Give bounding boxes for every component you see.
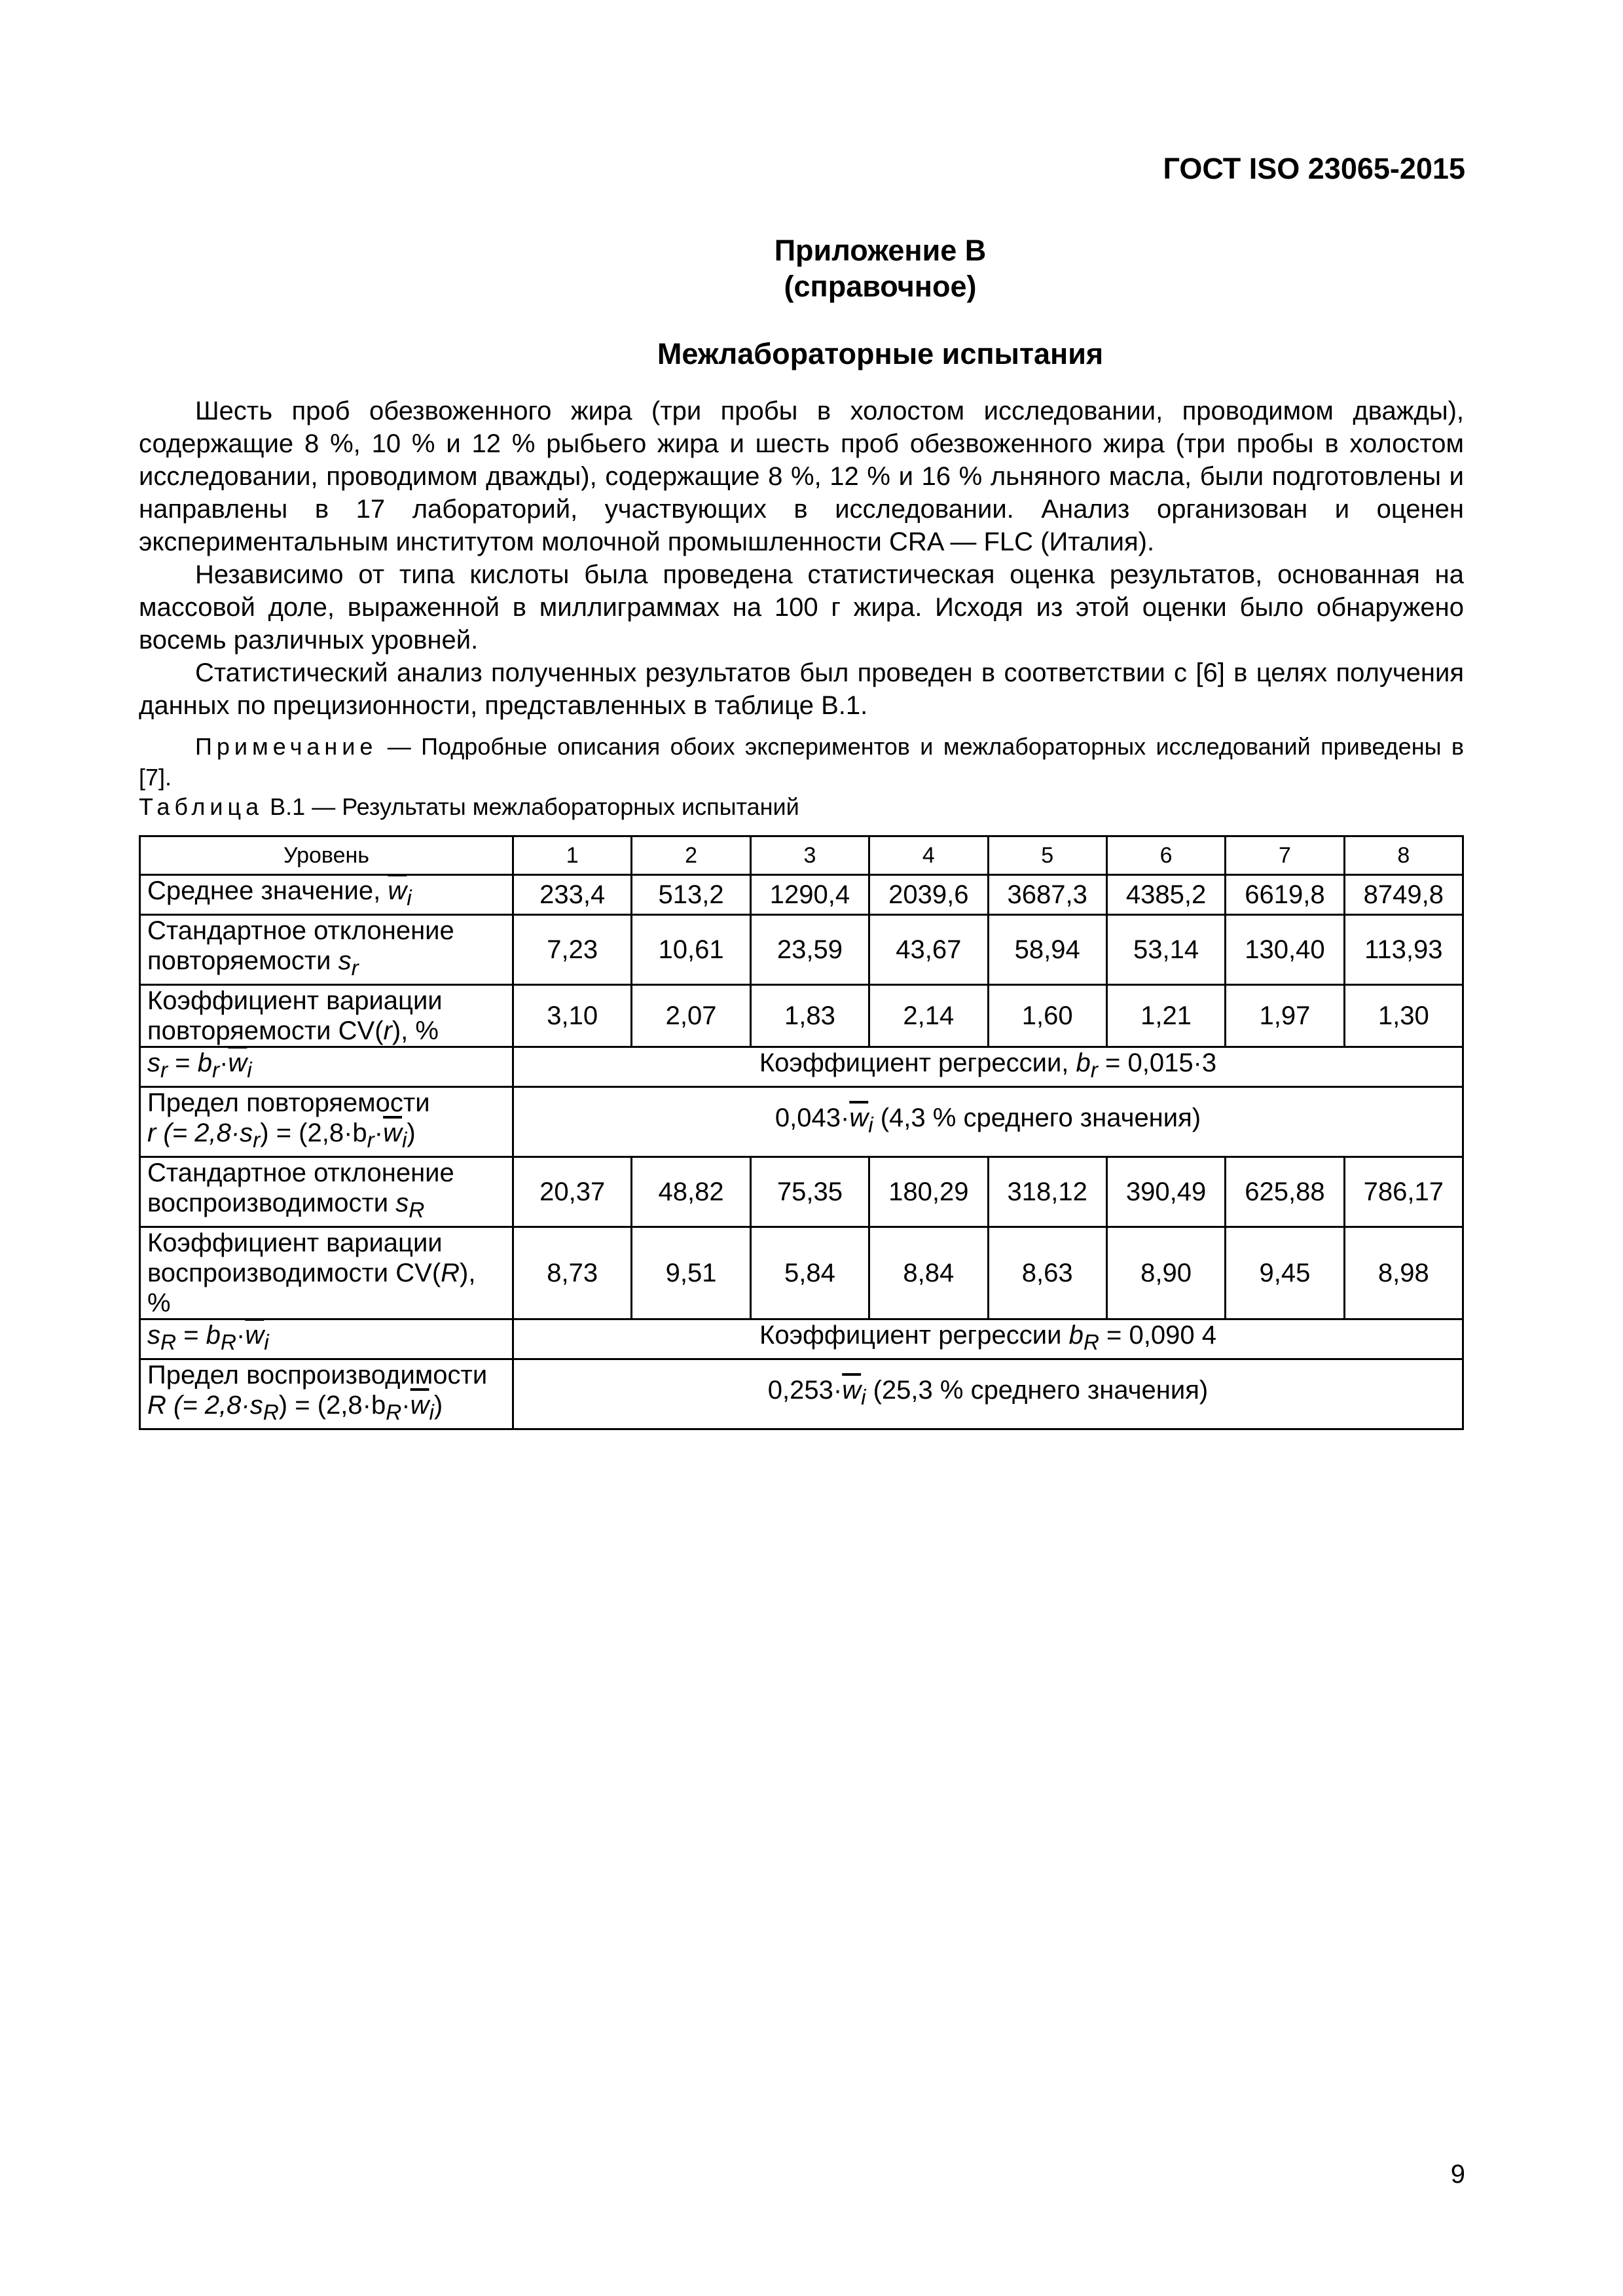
regression-cell (513, 1319, 1463, 1359)
symbol-subscript: i (247, 1058, 252, 1083)
row-label-repeatability-cv (140, 985, 513, 1047)
table-cell: 9,51 (632, 1227, 750, 1319)
symbol: $\overline{w}$ (383, 1119, 402, 1147)
annex-subtitle: (справочное) (784, 270, 977, 303)
formula-text: ) (433, 1391, 443, 1420)
symbol: R (441, 1259, 460, 1287)
row-label-mean (140, 875, 513, 915)
row-label-text: ), (460, 1259, 476, 1287)
symbol: b (1076, 1049, 1091, 1077)
table-cell: 2039,6 (869, 875, 988, 915)
table-row-reproducibility-limit (140, 1359, 1463, 1429)
symbol-subscript: r (253, 1128, 261, 1153)
symbol: $\overline{w}$ (849, 1103, 869, 1132)
header-level: 4 (869, 836, 988, 875)
table-cell: 8,98 (1344, 1227, 1463, 1319)
row-label-text: Стандартное отклонение (147, 1158, 454, 1187)
symbol-subscript: r (351, 956, 359, 980)
symbol-subscript: r (211, 1058, 220, 1083)
symbol-subscript: R (263, 1401, 279, 1425)
table-cell: 20,37 (513, 1157, 632, 1227)
symbol: s (147, 1321, 160, 1350)
annex-title: Приложение В (774, 234, 987, 267)
formula-text: · (401, 1391, 410, 1420)
formula-text: · (374, 1119, 384, 1147)
symbol-subscript: i (407, 886, 412, 910)
table-cell: 2,14 (869, 985, 988, 1047)
row-label-text: · (236, 1321, 246, 1350)
table-cell: 1,21 (1106, 985, 1225, 1047)
limit-value: 0,043· (775, 1103, 850, 1132)
table-cell: 233,4 (513, 875, 632, 915)
table-cell: 8,84 (869, 1227, 988, 1319)
symbol-subscript: r (1090, 1058, 1098, 1083)
paragraph: Статистический анализ полученных результатов был проведен в соответствии с [6] в целях получения данных по прецизионности, представленных в таблице В.1. (139, 658, 1464, 720)
row-label-text: повторяемости (147, 946, 338, 975)
table-cell: 4385,2 (1106, 875, 1225, 915)
table-cell: 5,84 (750, 1227, 869, 1319)
symbol: $\overline{w}$ (245, 1321, 264, 1350)
page-number: 9 (1450, 2160, 1465, 2189)
symbol: $\overline{w}$ (410, 1391, 429, 1420)
table-cell: 786,17 (1344, 1157, 1463, 1227)
table-caption-label: Таблица (139, 793, 264, 820)
row-label-text: Стандартное отклонение (147, 916, 454, 945)
table-row-repeatability-regression (140, 1047, 1463, 1087)
paragraph: Шесть проб обезвоженного жира (три пробы в холостом исследовании, проводимом дважды), содержащие 8 %, 10 % и 12 % рыбьего жира и шесть проб обезвоженного жира (три пробы в холостом исследовании, проводимом дважды), содержащие 8 %, 12 % и 16 % льняного масла, были подготовлены и направлены в 17 лабораторий, участвующих в исследовании. Анализ организован и оценен экспериментальным институтом молочной промышленности CRA — FLC (Италия). (139, 397, 1464, 556)
symbol: $\overline{w}$ (842, 1376, 862, 1405)
table-cell: 43,67 (869, 915, 988, 985)
limit-value: (25,3 % среднего значения) (866, 1376, 1209, 1405)
header-level: 3 (750, 836, 869, 875)
limit-cell (513, 1087, 1463, 1157)
row-label-text: Коэффициент вариации (147, 1229, 443, 1257)
note (139, 731, 1464, 793)
table-cell: 130,40 (1226, 915, 1344, 985)
table-cell: 8749,8 (1344, 875, 1463, 915)
table-cell: 9,45 (1226, 1227, 1344, 1319)
row-label-repeatability-equation (140, 1047, 513, 1087)
symbol-subscript: R (386, 1401, 402, 1425)
formula-text: r (= 2,8·s (147, 1119, 253, 1147)
note-label: Примечание (195, 733, 378, 760)
formula-text: ) = (2,8·b (260, 1119, 367, 1147)
table-cell: 513,2 (632, 875, 750, 915)
table-header-row (140, 836, 1463, 875)
table-row-repeatability-cv (140, 985, 1463, 1047)
symbol-subscript: r (160, 1058, 168, 1083)
formula-text: ) (407, 1119, 416, 1147)
header-level: 8 (1344, 836, 1463, 875)
header-level: 5 (988, 836, 1106, 875)
row-label-repeatability-sd (140, 915, 513, 985)
document-code: ГОСТ ISO 23065-2015 (1163, 152, 1465, 185)
header-level-label: Уровень (140, 836, 513, 875)
symbol: b (1068, 1321, 1084, 1350)
row-label-reproducibility-limit (140, 1359, 513, 1429)
symbol-subscript: R (220, 1331, 236, 1355)
row-label-text: воспроизводимости CV( (147, 1259, 441, 1287)
header-level: 1 (513, 836, 632, 875)
table-cell: 1,97 (1226, 985, 1344, 1047)
row-label-text: % (147, 1289, 171, 1318)
table-cell: 58,94 (988, 915, 1106, 985)
table-cell: 7,23 (513, 915, 632, 985)
row-label-text: Предел воспроизводимости (147, 1361, 488, 1390)
regression-value: = 0,015·3 (1097, 1049, 1217, 1077)
symbol-subscript: i (429, 1401, 434, 1425)
symbol-subscript: r (367, 1128, 374, 1153)
table-cell: 23,59 (750, 915, 869, 985)
symbol-subscript: i (402, 1128, 407, 1153)
row-label-reproducibility-sd (140, 1157, 513, 1227)
paragraph: Независимо от типа кислоты была проведена статистическая оценка результатов, основанная на массовой доле, выраженной в миллиграммах на 100 г жира. Исходя из этой оценки было обнаружено восемь различных уровней. (139, 560, 1464, 655)
formula-text: ) = (2,8·b (278, 1391, 386, 1420)
symbol-subscript: i (861, 1386, 866, 1410)
formula-text: R (= 2,8·s (147, 1391, 263, 1420)
table-cell: 8,90 (1106, 1227, 1225, 1319)
symbol: s (338, 946, 352, 975)
table-row-repeatability-sd (140, 915, 1463, 985)
table-cell: 53,14 (1106, 915, 1225, 985)
table-cell: 3687,3 (988, 875, 1106, 915)
table-row-reproducibility-regression (140, 1319, 1463, 1359)
results-table (139, 835, 1464, 1430)
table-cell: 3,10 (513, 985, 632, 1047)
section-title: Межлабораторные испытания (657, 337, 1104, 370)
symbol: $\overline{w}$ (388, 876, 407, 905)
table-row-reproducibility-cv (140, 1227, 1463, 1319)
row-label-text: Среднее значение, (147, 876, 388, 905)
table-cell: 2,07 (632, 985, 750, 1047)
symbol: b (206, 1321, 221, 1350)
limit-value: (4,3 % среднего значения) (873, 1103, 1201, 1132)
header-level: 2 (632, 836, 750, 875)
symbol-subscript: R (409, 1198, 425, 1223)
row-label-text: ), % (392, 1016, 439, 1045)
symbol: $\overline{w}$ (228, 1049, 247, 1077)
table-cell: 625,88 (1226, 1157, 1344, 1227)
row-label-reproducibility-equation (140, 1319, 513, 1359)
table-cell: 10,61 (632, 915, 750, 985)
row-label-text: Коэффициент вариации (147, 986, 443, 1015)
row-label-reproducibility-cv (140, 1227, 513, 1319)
table-cell: 6619,8 (1226, 875, 1344, 915)
note-text: — Подробные описания обоих экспериментов и межлабораторных исследований приведены в [7]. (139, 733, 1464, 791)
row-label-text: Коэффициент регрессии (759, 1321, 1069, 1350)
table-cell: 1,83 (750, 985, 869, 1047)
table-cell: 1,30 (1344, 985, 1463, 1047)
table-cell: 8,73 (513, 1227, 632, 1319)
symbol-subscript: i (264, 1331, 269, 1355)
table-cell: 48,82 (632, 1157, 750, 1227)
table-caption-text: В.1 — Результаты межлабораторных испытаний (263, 793, 799, 820)
table-cell: 113,93 (1344, 915, 1463, 985)
table-cell: 180,29 (869, 1157, 988, 1227)
symbol-subscript: R (1083, 1331, 1099, 1355)
table-row-mean (140, 875, 1463, 915)
table-cell: 8,63 (988, 1227, 1106, 1319)
row-label-text: · (219, 1049, 228, 1077)
symbol-subscript: R (160, 1331, 177, 1355)
regression-cell (513, 1047, 1463, 1087)
symbol-subscript: i (868, 1113, 873, 1138)
regression-value: = 0,090 4 (1099, 1321, 1216, 1350)
table-cell: 1,60 (988, 985, 1106, 1047)
limit-value: 0,253· (767, 1376, 843, 1405)
table-row-repeatability-limit (140, 1087, 1463, 1157)
table-cell: 1290,4 (750, 875, 869, 915)
symbol: s (147, 1049, 160, 1077)
row-label-text: воспроизводимости (147, 1189, 396, 1217)
table-cell: 318,12 (988, 1157, 1106, 1227)
body-text (139, 395, 1464, 793)
annex-heading (0, 232, 1623, 304)
table-cell: 75,35 (750, 1157, 869, 1227)
row-label-repeatability-limit (140, 1087, 513, 1157)
symbol: s (395, 1189, 409, 1217)
limit-cell (513, 1359, 1463, 1429)
row-label-text: Предел повторяемости (147, 1088, 430, 1117)
table-cell: 390,49 (1106, 1157, 1225, 1227)
symbol: r (383, 1016, 392, 1045)
row-label-text: повторяемости CV( (147, 1016, 384, 1045)
table-caption (139, 793, 799, 821)
symbol: b (197, 1049, 212, 1077)
header-level: 6 (1106, 836, 1225, 875)
table-row-reproducibility-sd (140, 1157, 1463, 1227)
header-level: 7 (1226, 836, 1344, 875)
row-label-text: Коэффициент регрессии, (759, 1049, 1076, 1077)
row-label-text: = (176, 1321, 206, 1350)
row-label-text: = (168, 1049, 198, 1077)
